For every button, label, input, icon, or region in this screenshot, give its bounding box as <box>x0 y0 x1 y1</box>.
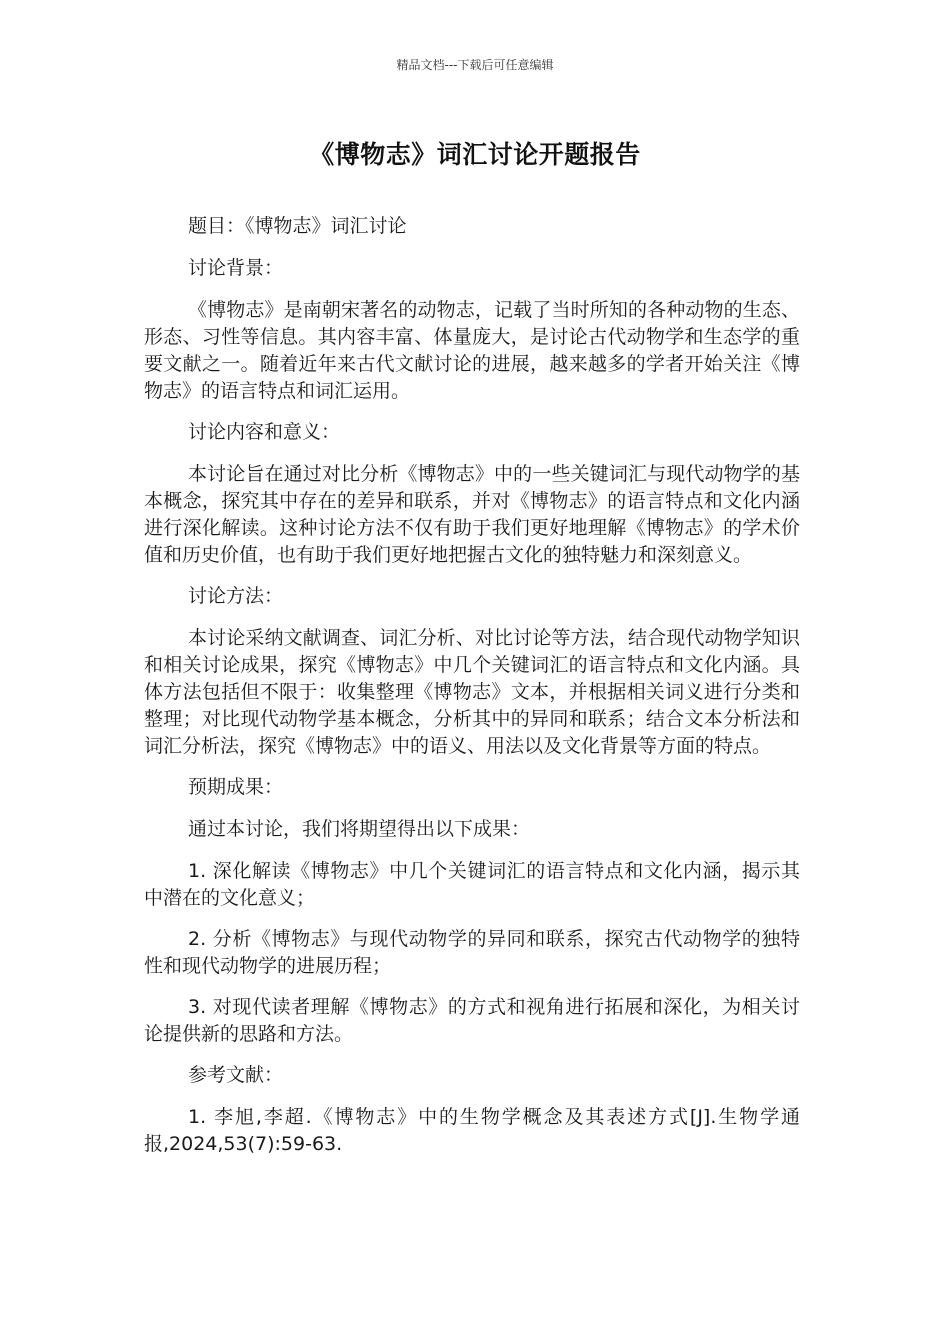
paragraph-method: 本讨论采纳文献调查、词汇分析、对比讨论等方法，结合现代动物学知识和相关讨论成果，探究《博物志》中几个关键词汇的语言特点和文化内涵。具体方法包括但不限于：收集整理《博物志》文本，并根据相关词义进行分类和整理；对比现代动物学基本概念，分析其中的异同和联系；结合文本分析法和词汇分析法，探究《博物志》中的语义、用法以及文化背景等方面的特点。 <box>144 627 800 757</box>
section-heading-background: 讨论背景： <box>188 257 284 279</box>
section-heading-expected-results: 预期成果： <box>188 776 284 798</box>
topic-line: 题目：《博物志》词汇讨论 <box>188 215 407 237</box>
section-heading-content: 讨论内容和意义： <box>188 421 341 443</box>
paragraph-results-intro: 通过本讨论，我们将期望得出以下成果： <box>188 818 531 840</box>
paragraph-background: 《博物志》是南朝宋著名的动物志，记载了当时所知的各种动物的生态、形态、习性等信息。其内容丰富、体量庞大，是讨论古代动物学和生态学的重要文献之一。随着近年来古代文献讨论的进展，越来越多的学者开始关注《博物志》的语言特点和词汇运用。 <box>144 299 800 402</box>
page-header: 精品文档---下载后可任意编辑 <box>396 58 554 72</box>
paragraph-content: 本讨论旨在通过对比分析《博物志》中的一些关键词汇与现代动物学的基本概念，探究其中存在的差异和联系，并对《博物志》的语言特点和文化内涵进行深化解读。这种讨论方法不仅有助于我们更好地理解《博物志》的学术价值和历史价值，也有助于我们更好地把握古文化的独特魅力和深刻意义。 <box>144 463 800 566</box>
section-heading-method: 讨论方法： <box>188 585 284 607</box>
document-title: 《博物志》词汇讨论开题报告 <box>309 140 641 169</box>
list-item-result-2: 2. 分析《博物志》与现代动物学的异同和联系，探究古代动物学的独特性和现代动物学的进展历程； <box>144 928 800 977</box>
list-item-result-1: 1. 深化解读《博物志》中几个关键词汇的语言特点和文化内涵，揭示其中潜在的文化意义； <box>144 860 800 909</box>
section-heading-references: 参考文献： <box>188 1064 284 1086</box>
list-item-result-3: 3. 对现代读者理解《博物志》的方式和视角进行拓展和深化，为相关讨论提供新的思路和方法。 <box>144 996 800 1045</box>
reference-item-1: 1. 李旭,李超.《博物志》中的生物学概念及其表述方式[J].生物学通报,2024,53(7):59-63. <box>144 1106 800 1155</box>
document-body <box>144 213 800 1172</box>
